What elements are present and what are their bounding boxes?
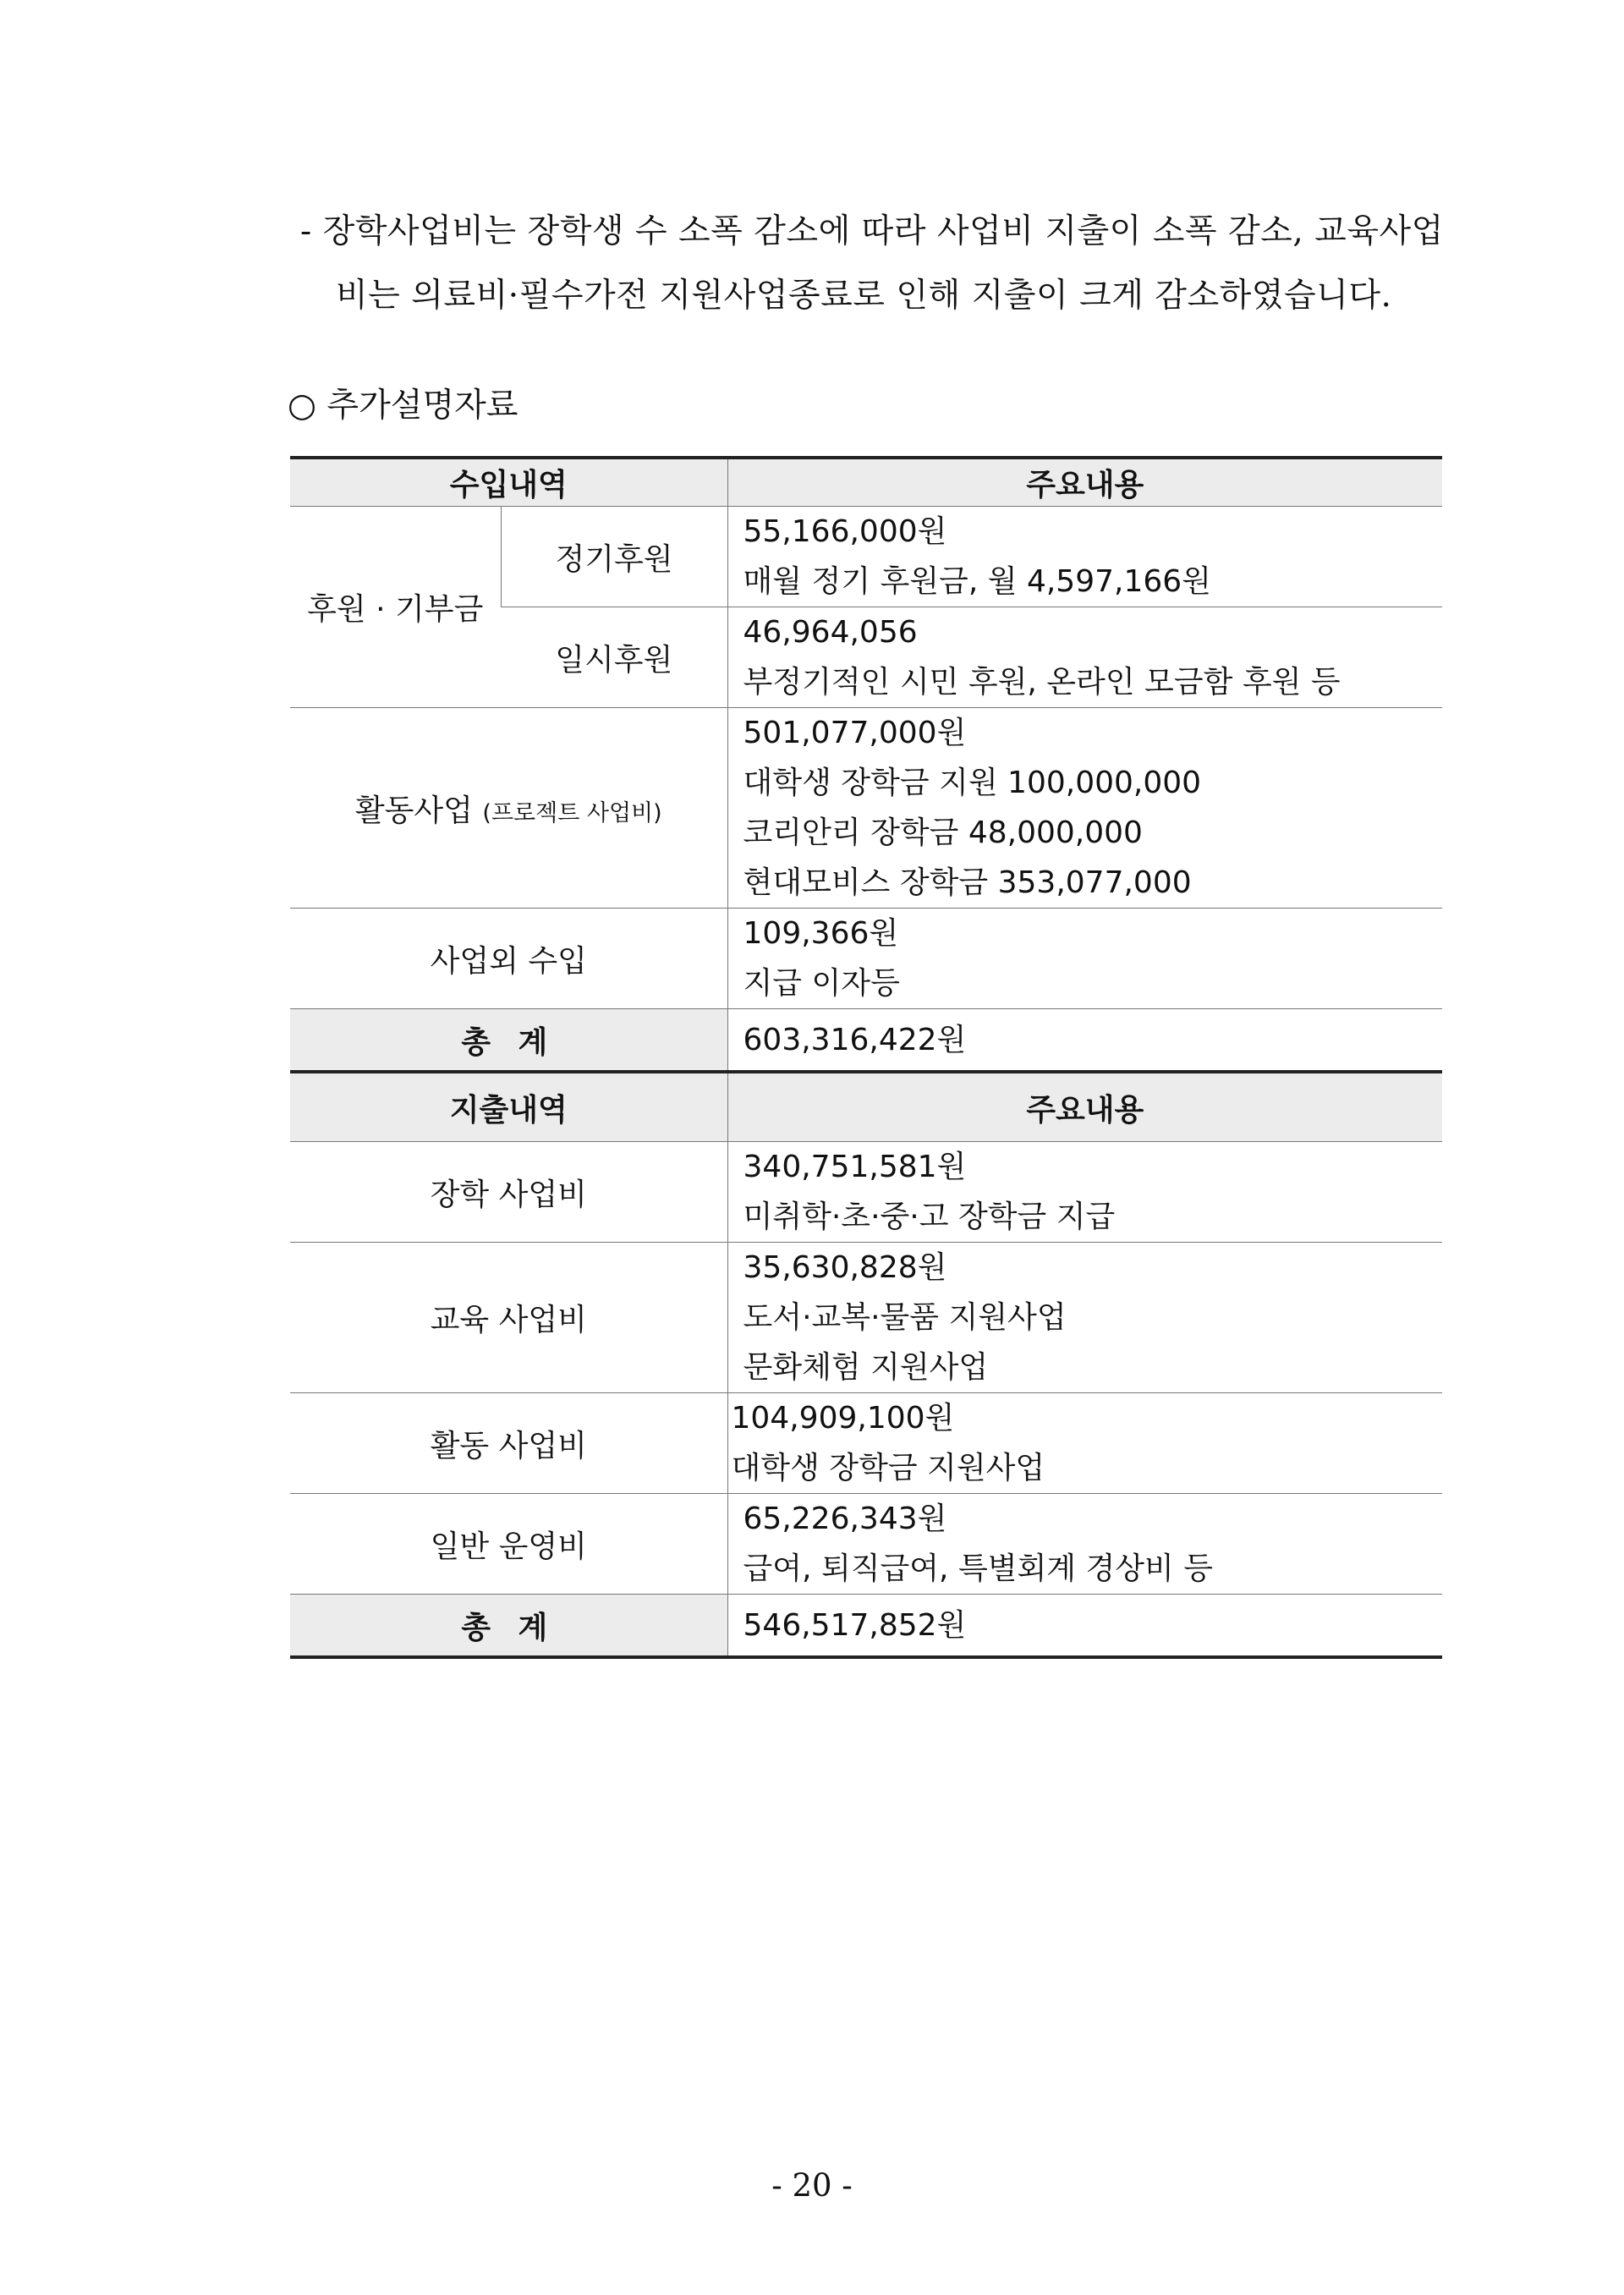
table-row bbox=[290, 507, 1442, 607]
activity-label-small: (프로젝트 사업비) bbox=[482, 799, 662, 826]
expense-amount: 104,909,100원 bbox=[731, 1401, 955, 1436]
table-row bbox=[290, 1243, 1442, 1393]
expense-detail bbox=[727, 1243, 1442, 1393]
regular-donation-detail bbox=[727, 507, 1442, 607]
budget-table bbox=[290, 456, 1442, 1659]
expense-note: 문화체험 지원사업 bbox=[743, 1350, 989, 1385]
activity-label-main: 활동사업 bbox=[354, 793, 473, 828]
expense-detail bbox=[727, 1142, 1442, 1243]
expense-label: 교육 사업비 bbox=[290, 1243, 727, 1393]
table-row bbox=[290, 1393, 1442, 1494]
expense-total-amount: 546,517,852원 bbox=[727, 1595, 1442, 1658]
expense-note: 미취학·초·중·고 장학금 지급 bbox=[743, 1200, 1116, 1234]
activity-item: 코리안리 장학금 48,000,000 bbox=[743, 815, 1143, 850]
expense-header-category: 지출내역 bbox=[290, 1072, 727, 1142]
nonbusiness-label: 사업외 수입 bbox=[290, 909, 727, 1009]
expense-amount: 35,630,828원 bbox=[743, 1250, 947, 1285]
table-row bbox=[290, 1142, 1442, 1243]
section-title: ○ 추가설명자료 bbox=[288, 387, 518, 425]
onetime-donation-detail bbox=[727, 607, 1442, 708]
expense-note: 도서·교복·물품 지원사업 bbox=[743, 1300, 1067, 1335]
regular-donation-label: 정기후원 bbox=[501, 507, 727, 607]
expense-amount: 65,226,343원 bbox=[743, 1502, 947, 1536]
expense-label: 활동 사업비 bbox=[290, 1393, 727, 1494]
income-total-label: 총 계 bbox=[290, 1009, 727, 1073]
expense-label: 일반 운영비 bbox=[290, 1494, 727, 1595]
expense-amount: 340,751,581원 bbox=[743, 1150, 967, 1184]
income-header-category: 수입내역 bbox=[290, 458, 727, 507]
nonbusiness-amount: 109,366원 bbox=[743, 916, 899, 951]
regular-donation-note: 매월 정기 후원금, 월 4,597,166원 bbox=[743, 564, 1211, 599]
onetime-donation-note: 부정기적인 시민 후원, 온라인 모금함 후원 등 bbox=[743, 665, 1341, 700]
nonbusiness-note: 지급 이자등 bbox=[743, 966, 900, 1001]
income-total-amount: 603,316,422원 bbox=[727, 1009, 1442, 1073]
activity-item: 현대모비스 장학금 353,077,000 bbox=[743, 865, 1192, 900]
income-header-row bbox=[290, 458, 1442, 507]
expense-note: 급여, 퇴직급여, 특별회계 경상비 등 bbox=[743, 1551, 1214, 1586]
nonbusiness-detail bbox=[727, 909, 1442, 1009]
intro-paragraph bbox=[300, 200, 1451, 328]
regular-donation-amount: 55,166,000원 bbox=[743, 514, 947, 549]
onetime-donation-label: 일시후원 bbox=[501, 607, 727, 708]
activity-amount: 501,077,000원 bbox=[743, 716, 967, 750]
expense-header-detail: 주요내용 bbox=[727, 1072, 1442, 1142]
expense-detail bbox=[727, 1393, 1442, 1494]
table-row bbox=[290, 1494, 1442, 1595]
expense-detail bbox=[727, 1494, 1442, 1595]
donation-label: 후원 · 기부금 bbox=[290, 507, 501, 708]
expense-label: 장학 사업비 bbox=[290, 1142, 727, 1243]
income-total-row bbox=[290, 1009, 1442, 1073]
expense-header-row bbox=[290, 1072, 1442, 1142]
intro-line-2: 비는 의료비·필수가전 지원사업종료로 인해 지출이 크게 감소하였습니다. bbox=[336, 277, 1392, 315]
expense-total-row bbox=[290, 1595, 1442, 1658]
expense-total-label: 총 계 bbox=[290, 1595, 727, 1658]
activity-label bbox=[290, 708, 727, 909]
activity-item: 대학생 장학금 지원 100,000,000 bbox=[743, 766, 1202, 800]
table-row bbox=[290, 708, 1442, 909]
intro-line-1: - 장학사업비는 장학생 수 소폭 감소에 따라 사업비 지출이 소폭 감소, 교육사업 bbox=[300, 212, 1444, 250]
activity-detail bbox=[727, 708, 1442, 909]
onetime-donation-amount: 46,964,056 bbox=[743, 615, 918, 650]
page-number: - 20 - bbox=[771, 2167, 853, 2204]
table-row bbox=[290, 909, 1442, 1009]
expense-note: 대학생 장학금 지원사업 bbox=[731, 1451, 1045, 1485]
income-header-detail: 주요내용 bbox=[727, 458, 1442, 507]
